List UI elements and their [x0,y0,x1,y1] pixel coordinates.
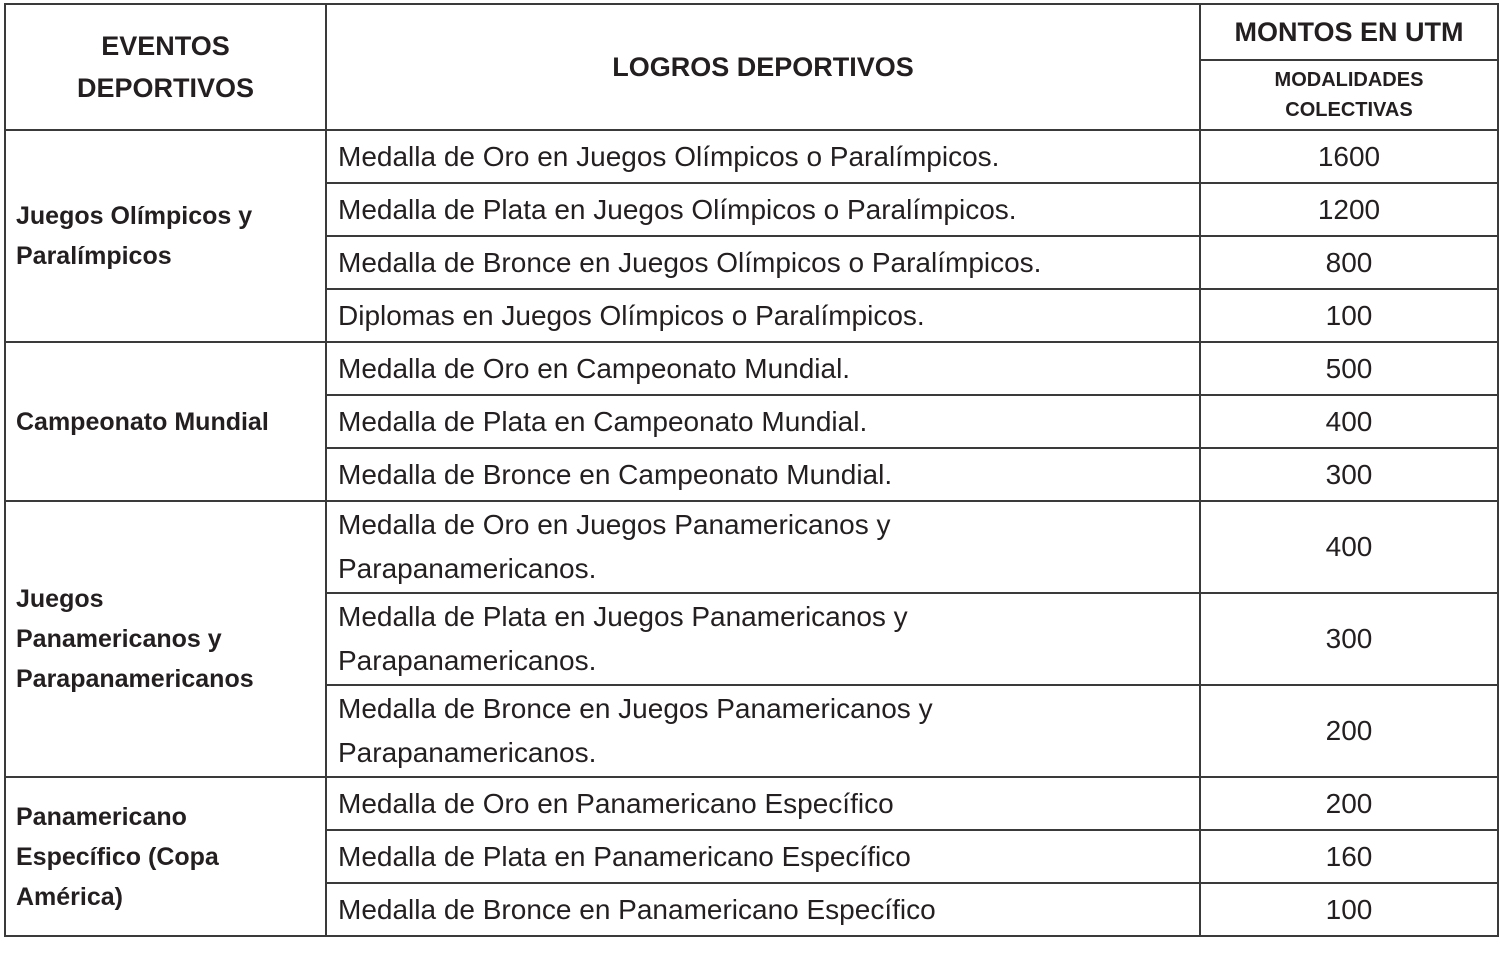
monto-cell: 1200 [1200,183,1498,236]
monto-cell: 1600 [1200,130,1498,183]
logro-cell: Medalla de Oro en Juegos Panamericanos y Parapanamericanos. [326,501,1200,593]
table-row [5,130,1498,183]
logro-cell: Medalla de Plata en Juegos Panamericanos y Parapanamericanos. [326,593,1200,685]
monto-cell: 300 [1200,448,1498,501]
event-name-cell: Juegos Panamericanos y Parapanamericanos [5,501,326,777]
monto-cell: 400 [1200,395,1498,448]
monto-cell: 300 [1200,593,1498,685]
monto-cell: 500 [1200,342,1498,395]
logro-cell: Medalla de Plata en Campeonato Mundial. [326,395,1200,448]
monto-cell: 200 [1200,685,1498,777]
table-row [5,777,1498,830]
header-modalidades: MODALIDADES COLECTIVAS [1200,60,1498,130]
event-name-cell: Panamericano Específico (Copa América) [5,777,326,936]
logro-cell: Medalla de Oro en Juegos Olímpicos o Paralímpicos. [326,130,1200,183]
event-name-cell: Campeonato Mundial [5,342,326,501]
event-name-cell: Juegos Olímpicos y Paralímpicos [5,130,326,342]
monto-cell: 400 [1200,501,1498,593]
monto-cell: 160 [1200,830,1498,883]
table-body [5,130,1498,936]
logro-cell: Medalla de Oro en Campeonato Mundial. [326,342,1200,395]
table-row [5,342,1498,395]
logro-cell: Medalla de Bronce en Juegos Panamericanos y Parapanamericanos. [326,685,1200,777]
table-row [5,501,1498,593]
monto-cell: 100 [1200,883,1498,936]
logro-cell: Diplomas en Juegos Olímpicos o Paralímpicos. [326,289,1200,342]
logro-cell: Medalla de Bronce en Campeonato Mundial. [326,448,1200,501]
logro-cell: Medalla de Oro en Panamericano Específico [326,777,1200,830]
monto-cell: 200 [1200,777,1498,830]
header-eventos: EVENTOS DEPORTIVOS [5,4,326,130]
monto-cell: 800 [1200,236,1498,289]
logro-cell: Medalla de Plata en Panamericano Específico [326,830,1200,883]
logro-cell: Medalla de Bronce en Juegos Olímpicos o Paralímpicos. [326,236,1200,289]
awards-table [4,3,1499,937]
logro-cell: Medalla de Bronce en Panamericano Específico [326,883,1200,936]
header-logros: LOGROS DEPORTIVOS [326,4,1200,130]
logro-cell: Medalla de Plata en Juegos Olímpicos o Paralímpicos. [326,183,1200,236]
monto-cell: 100 [1200,289,1498,342]
header-montos: MONTOS EN UTM [1200,4,1498,60]
